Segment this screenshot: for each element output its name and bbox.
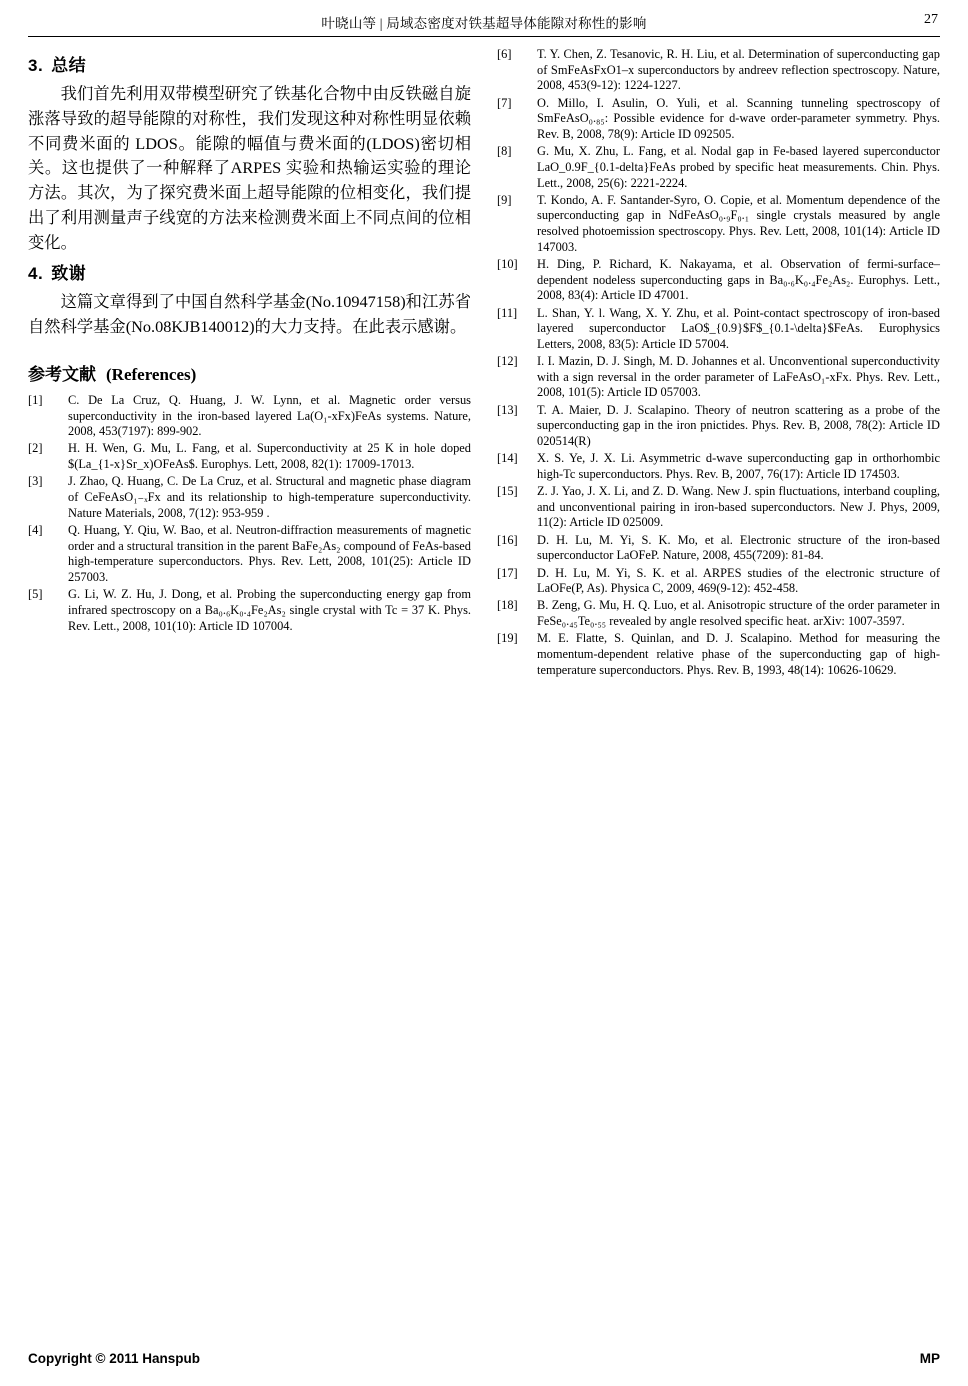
list-item — [497, 144, 940, 191]
reference-text: T. Kondo, A. F. Santander-Syro, O. Copie, et al. Momentum dependence of the superconducting gap in NdFeAsO₀.₉F₀.₁ single crystals measured by angle resolved photoemission spectroscopy. Phys. Rev. Lett, 2008, 101(14): Article ID 147003. — [537, 192, 940, 254]
page-footer — [28, 1351, 940, 1366]
reference-text: H. H. Wen, G. Mu, L. Fang, et al. Superconductivity at 25 K in hole doped $(La_{1-x}Sr_x)OFeAs$. Europhys. Lett, 2008, 82(1): 17009-17013. — [68, 441, 471, 472]
list-item — [497, 566, 940, 597]
list-item — [497, 306, 940, 353]
reference-label: [17] — [497, 565, 518, 580]
reference-label: [15] — [497, 484, 518, 499]
reference-text: B. Zeng, G. Mu, H. Q. Luo, et al. Anisotropic structure of the order parameter in FeSe₀.₄₅Te₀.₅₅ revealed by angle resolved specific heat. arXiv: 1007-3597. — [537, 598, 940, 629]
list-item — [28, 441, 471, 472]
reference-list-left — [28, 393, 471, 634]
two-column-body — [28, 47, 940, 680]
reference-label: [7] — [497, 95, 512, 110]
list-item — [28, 393, 471, 440]
reference-text: L. Shan, Y. l. Wang, X. Y. Zhu, et al. Point-contact spectroscopy of iron-based layered superconductor LaO$_{0.9}$F$_{0.1-\delta}$FeAs. Europhysics Letters, 2008, 83(5): Article ID 57004. — [537, 305, 940, 351]
list-item — [28, 523, 471, 586]
references-heading-cn: 参考文献 — [28, 364, 96, 384]
journal-code: MP — [919, 1351, 940, 1366]
reference-label: [6] — [497, 47, 512, 61]
section-heading-acknowledgment — [28, 259, 471, 284]
reference-list-right — [497, 47, 940, 678]
reference-label: [2] — [28, 441, 43, 456]
summary-paragraph: 我们首先利用双带模型研究了铁基化合物中由反铁磁自旋涨落导致的超导能隙的对称性，我们发现这种对称性明显依赖不同费米面的 LDOS。能隙的幅值与费米面的(LDOS)密切相关。这也提供了一种解释了ARPES 实验和热输运实验的理论方法。其次，为了探究费米面上超导能隙的位相变化，我们提出了利用测量声子线宽的方法来检测费米面上不同点间的位相变化。 — [28, 84, 471, 252]
page-number: 27 — [924, 12, 938, 27]
reference-label: [18] — [497, 598, 518, 613]
list-item — [497, 47, 940, 94]
reference-label: [10] — [497, 256, 518, 271]
reference-label: [4] — [28, 522, 43, 537]
reference-text: D. H. Lu, M. Yi, S. K. Mo, et al. Electronic structure of the iron-based superconductor LaOFeP. Nature, 2008, 455(7209): 81-84. — [537, 532, 940, 563]
reference-label: [11] — [497, 305, 518, 320]
reference-text: J. Zhao, Q. Huang, C. De La Cruz, et al. Structural and magnetic phase diagram of CeFeAsO₁₋ₓFx and its relationship to high-temperature superconductivity. Nature Materials, 2008, 7(12): 953-959 . — [68, 474, 471, 520]
reference-text: T. Y. Chen, Z. Tesanovic, R. H. Liu, et al. Determination of superconducting gap of SmFeAsFxO1–x superconductors by andreev reflection spectroscopy. Nature, 2008, 453(9-12): 1224-1227. — [537, 47, 940, 93]
reference-text: I. I. Mazin, D. J. Singh, M. D. Johannes et al. Unconventional superconductivity with a sign reversal in the order parameter of LaFeAsO₁-xFx. Phys. Rev. Lett., 2008, 101(5): Article ID 057003. — [537, 354, 940, 400]
reference-text: G. Li, W. Z. Hu, J. Dong, et al. Probing the superconducting energy gap from infrared spectroscopy on a Ba₀.₆K₀.₄Fe₂As₂ single crystal with Tc = 37 K. Phys. Rev. Lett., 2008, 101(10): Article ID 107004. — [68, 587, 471, 633]
reference-label: [19] — [497, 631, 518, 646]
reference-label: [1] — [28, 392, 43, 407]
reference-label: [13] — [497, 402, 518, 417]
list-item — [497, 533, 940, 564]
reference-label: [5] — [28, 587, 43, 602]
reference-label: [16] — [497, 532, 518, 547]
list-item — [28, 474, 471, 521]
section-number-summary: 3. — [28, 56, 44, 75]
reference-text: M. E. Flatte, S. Quinlan, and D. J. Scalapino. Method for measuring the momentum-dependent relative phase of the superconducting gap of high-temperature superconductors. Phys. Rev. B, 1993, 48(14): 10626-10629. — [537, 631, 940, 677]
reference-text: O. Millo, I. Asulin, O. Yuli, et al. Scanning tunneling spectroscopy of SmFeAsO₀.₈₅: Possible evidence for d-wave order-parameter symmetry. Phys. Rev. B, 2008, 78(9): Article ID 092505. — [537, 95, 940, 141]
reference-text: C. De La Cruz, Q. Huang, J. W. Lynn, et al. Magnetic order versus superconductivity in the iron-based layered La(O₁-xFx)FeAs systems. Nature, 2008, 453(7197): 899-902. — [68, 392, 471, 439]
reference-text: D. H. Lu, M. Yi, S. K. et al. ARPES studies of the electronic structure of LaOFe(P, As). Physica C, 2009, 469(9-12): 452-458. — [537, 565, 940, 596]
section-number-acknowledgment: 4. — [28, 264, 44, 284]
list-item — [497, 193, 940, 256]
list-item — [497, 484, 940, 531]
reference-label: [12] — [497, 354, 518, 369]
reference-label: [3] — [28, 474, 43, 489]
section-title-acknowledgment: 致谢 — [51, 264, 87, 284]
reference-text: Q. Huang, Y. Qiu, W. Bao, et al. Neutron-diffraction measurements of magnetic order and a structural transition in the parent BaFe₂As₂ compound of FeAs-based high-temperature superconductors. Phys. Rev. Lett, 2008, 101(25): Article ID 257003. — [68, 522, 471, 584]
list-item — [28, 587, 471, 634]
list-item — [497, 257, 940, 304]
left-column — [28, 47, 471, 680]
reference-label: [8] — [497, 144, 512, 159]
acknowledgment-paragraph: 这篇文章得到了中国自然科学基金(No.10947158)和江苏省自然科学基金(No.08KJB140012)的大力支持。在此表示感谢。 — [28, 292, 471, 337]
reference-text: G. Mu, X. Zhu, L. Fang, et al. Nodal gap in Fe-based layered superconductor LaO_0.9F_{0.1-delta}FeAs probed by specific heat measurements. Chin. Phys. Lett., 2008, 25(6): 2221-2224. — [537, 144, 940, 190]
running-title: 叶晓山等 | 局域态密度对铁基超导体能隙对称性的影响 — [321, 16, 647, 31]
reference-label: [9] — [497, 192, 512, 207]
reference-text: T. A. Maier, D. J. Scalapino. Theory of neutron scattering as a probe of the superconducting gap in the iron pnictides. Phys. Rev. B, 2008, 78(2): Article ID 020514(R) — [537, 402, 940, 448]
section-heading-summary — [28, 51, 471, 76]
list-item — [497, 354, 940, 401]
references-heading-en: (References) — [106, 364, 197, 384]
copyright-text: Copyright © 2011 Hanspub — [28, 1351, 200, 1366]
list-item — [497, 451, 940, 482]
reference-text: X. S. Ye, J. X. Li. Asymmetric d-wave superconducting gap in orthorhombic high-Tc superconductors. Phys. Rev. B, 2007, 76(17): Article ID 174503. — [537, 451, 940, 481]
running-head — [28, 10, 940, 37]
references-heading — [28, 360, 471, 385]
reference-text: H. Ding, P. Richard, K. Nakayama, et al. Observation of fermi-surface–dependent nodeless superconducting gaps in Ba₀.₆K₀.₄Fe₂As₂. Europhys. Lett., 2008, 83(4): Article ID 47001. — [537, 256, 940, 303]
list-item — [497, 598, 940, 629]
right-column — [497, 47, 940, 680]
section-title-summary: 总结 — [51, 56, 87, 75]
reference-text: Z. J. Yao, J. X. Li, and Z. D. Wang. New J. spin fluctuations, interband coupling, and unconventional pairing in iron-based superconductors. New J. Phys, 2009, 11(2): Article ID 025009. — [537, 484, 940, 530]
list-item — [497, 403, 940, 450]
reference-label: [14] — [497, 451, 518, 466]
list-item — [497, 631, 940, 678]
list-item — [497, 96, 940, 143]
